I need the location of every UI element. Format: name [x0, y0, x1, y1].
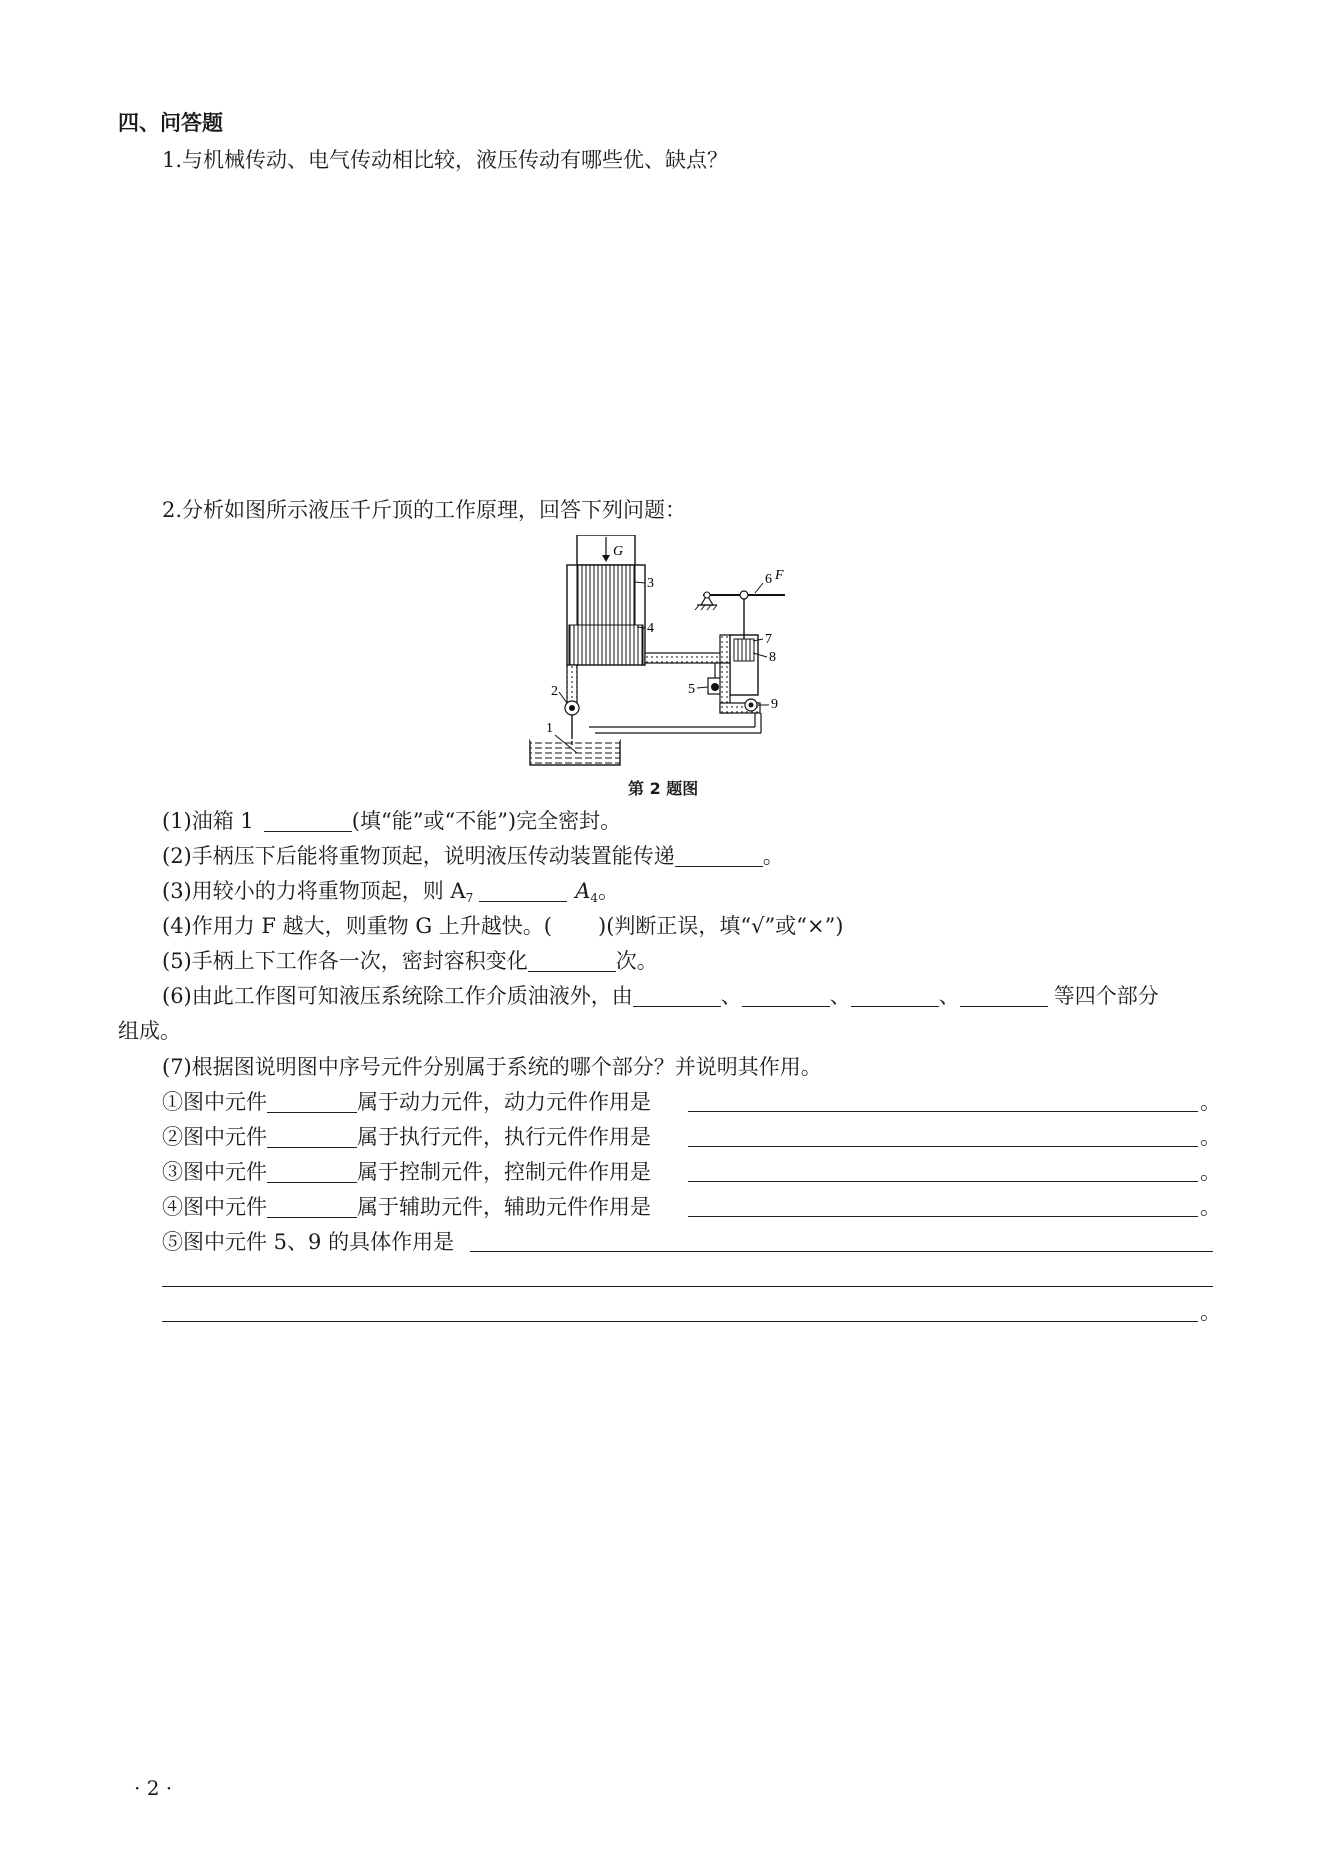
answer-blank[interactable] [479, 881, 567, 902]
answer-line[interactable] [688, 1216, 1198, 1217]
answer-blank[interactable] [675, 846, 763, 867]
answer-line[interactable] [162, 1321, 1198, 1322]
question-1: 1.与机械传动、电气传动相比较，液压传动有哪些优、缺点？ [162, 148, 729, 172]
subq-3: (3)用较小的力将重物顶起，则 $A_7$ $A_4$。 [162, 879, 620, 905]
answer-line[interactable] [688, 1146, 1198, 1147]
subq-4: (4)作用力 F 越大，则重物 G 上升越快。( )(判断正误，填“√”或“×”) [162, 914, 844, 938]
answer-line[interactable] [688, 1181, 1198, 1182]
subq-5: (5)手柄上下工作各一次，密封容积变化 次。 [162, 949, 658, 973]
answer-blank[interactable] [267, 1162, 357, 1183]
subq-6-cont: 组成。 [118, 1019, 181, 1043]
answer-line[interactable] [470, 1251, 1213, 1252]
hydraulic-jack-diagram [525, 535, 785, 770]
svg-text:7: 7 [765, 632, 772, 647]
figure-caption: 第 2 题图 [628, 779, 699, 798]
section-title: 四、问答题 [118, 111, 223, 135]
subq-7-row-2: ②图中元件 属于执行元件，执行元件作用是 [162, 1125, 651, 1149]
answer-blank[interactable] [528, 951, 616, 972]
answer-blank[interactable] [267, 1197, 357, 1218]
answer-line[interactable] [688, 1111, 1198, 1112]
answer-blank[interactable] [960, 986, 1048, 1007]
subq-1: (1)油箱 1 (填“能”或“不能”)完全密封。 [162, 809, 622, 833]
subq-7-row-5: ⑤图中元件 5、9 的具体作用是 [162, 1230, 455, 1254]
label-F: F [775, 568, 784, 583]
subq-7-row-3: ③图中元件 属于控制元件，控制元件作用是 [162, 1160, 651, 1184]
subq-2: (2)手柄压下后能将重物顶起，说明液压传动装置能传递 。 [162, 844, 784, 868]
svg-text:6: 6 [765, 572, 772, 587]
answer-blank[interactable] [264, 811, 352, 832]
subq-6: (6)由此工作图可知液压系统除工作介质油液外，由 、 、 、 等四个部分 [162, 984, 1159, 1008]
answer-blank[interactable] [267, 1127, 357, 1148]
question-2: 2.分析如图所示液压千斤顶的工作原理，回答下列问题： [162, 498, 687, 522]
svg-text:9: 9 [771, 697, 778, 712]
svg-text:8: 8 [769, 650, 776, 665]
subq-7-row-1: ①图中元件 属于动力元件，动力元件作用是 [162, 1090, 651, 1114]
svg-text:1: 1 [546, 721, 553, 736]
label-G: G [613, 544, 624, 559]
answer-blank[interactable] [267, 1092, 357, 1113]
svg-text:5: 5 [688, 682, 695, 697]
page-number: · 2 · [134, 1776, 173, 1800]
svg-text:3: 3 [647, 576, 654, 591]
answer-blank[interactable] [742, 986, 830, 1007]
answer-blank[interactable] [851, 986, 939, 1007]
svg-text:2: 2 [551, 684, 558, 699]
subq-7-row-4: ④图中元件 属于辅助元件，辅助元件作用是 [162, 1195, 651, 1219]
answer-blank[interactable] [633, 986, 721, 1007]
subq-7: (7)根据图说明图中序号元件分别属于系统的哪个部分？并说明其作用。 [162, 1055, 822, 1079]
oil-tank [530, 740, 620, 765]
svg-text:4: 4 [647, 621, 654, 636]
answer-line[interactable] [162, 1286, 1213, 1287]
